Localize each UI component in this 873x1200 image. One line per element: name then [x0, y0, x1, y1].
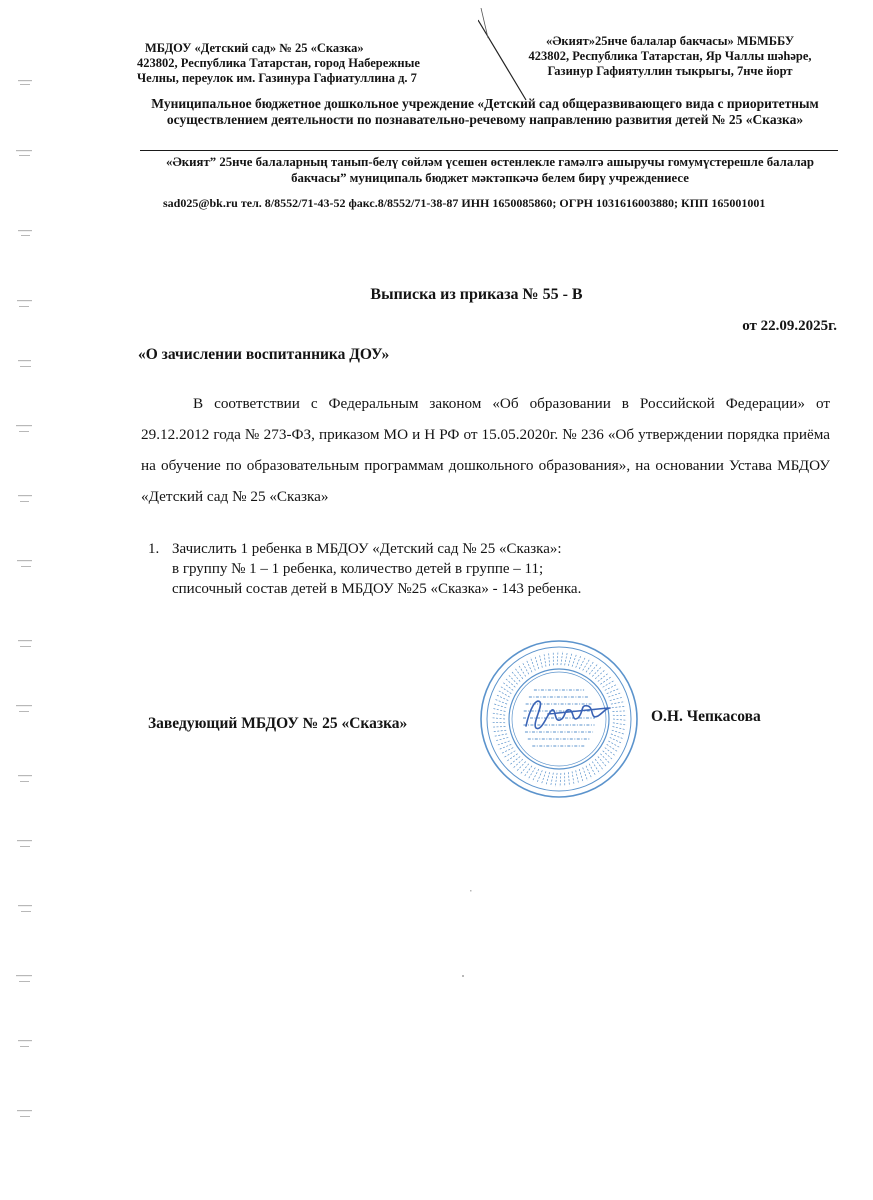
header-right-line1: «Әкият»25нче балалар бакчасы» МБМББУ — [545, 34, 795, 48]
signer-name: О.Н. Чепкасова — [651, 708, 761, 725]
document-date: от 22.09.2025г. — [742, 318, 837, 334]
contacts-line: sad025@bk.ru тел. 8/8552/71-43-52 факс.8/8552/71-38-87 ИНН 1650085860; ОГРН 1031616003880; КПП 165001001 — [163, 196, 766, 210]
header-left-line3: Челны, переулок им. Газинура Гафиатуллина д. 7 — [137, 71, 417, 85]
institution-full-name: Муниципальное бюджетное дошкольное учреждение «Детский сад общеразвивающего вида с приоритетным осуществлением деятельности по познавательно-речевому направлению развития детей № 25 «Сказка» — [151, 96, 819, 127]
order-item-line3: списочный состав детей в МБДОУ №25 «Сказка» - 143 ребенка. — [172, 581, 582, 597]
document-title: Выписка из приказа № 55 - В — [370, 286, 583, 303]
header-right-line3: Газинур Гафиятуллин тыкрыгы, 7нче йорт — [547, 64, 793, 78]
document-body: В соответствии с Федеральным законом «Об образовании в Российской Федерации» от 29.12.2012 года № 273-ФЗ, приказом МО и Н РФ от 15.05.2020г. № 236 «Об утверждении порядка приёма на обучение по образовательным программам дошкольного образования», на основании Устава МБДОУ «Детский сад № 25 «Сказка» — [141, 395, 830, 505]
header-left-line1: МБДОУ «Детский сад» № 25 «Сказка» — [145, 41, 364, 55]
order-item-number: 1. — [148, 541, 160, 557]
header-right-line2: 423802, Республика Татарстан, Яр Чаллы шәһәре, — [528, 49, 812, 63]
header-divider — [140, 150, 838, 151]
handwritten-signature — [518, 688, 613, 738]
header-left-line2: 423802, Республика Татарстан, город Набережные — [137, 56, 420, 70]
document-subject: «О зачислении воспитанника ДОУ» — [138, 346, 390, 363]
order-item-line1: Зачислить 1 ребенка в МБДОУ «Детский сад № 25 «Сказка»: — [172, 541, 562, 557]
signer-role: Заведующий МБДОУ № 25 «Сказка» — [148, 715, 408, 732]
header-right-address — [505, 34, 835, 79]
institution-tatar-name: «Әкият” 25нче балаларның танып-белү сөйләм үсешен өстенлекле гамәлгә ашыручы гомумүстерешле балалар бакчасы” муниципаль бюджет мәктәпкәчә белем бирү учреждениесе — [165, 155, 815, 185]
order-item-line2: в группу № 1 – 1 ребенка, количество детей в группе – 11; — [172, 561, 544, 577]
header-left-address — [137, 41, 467, 86]
